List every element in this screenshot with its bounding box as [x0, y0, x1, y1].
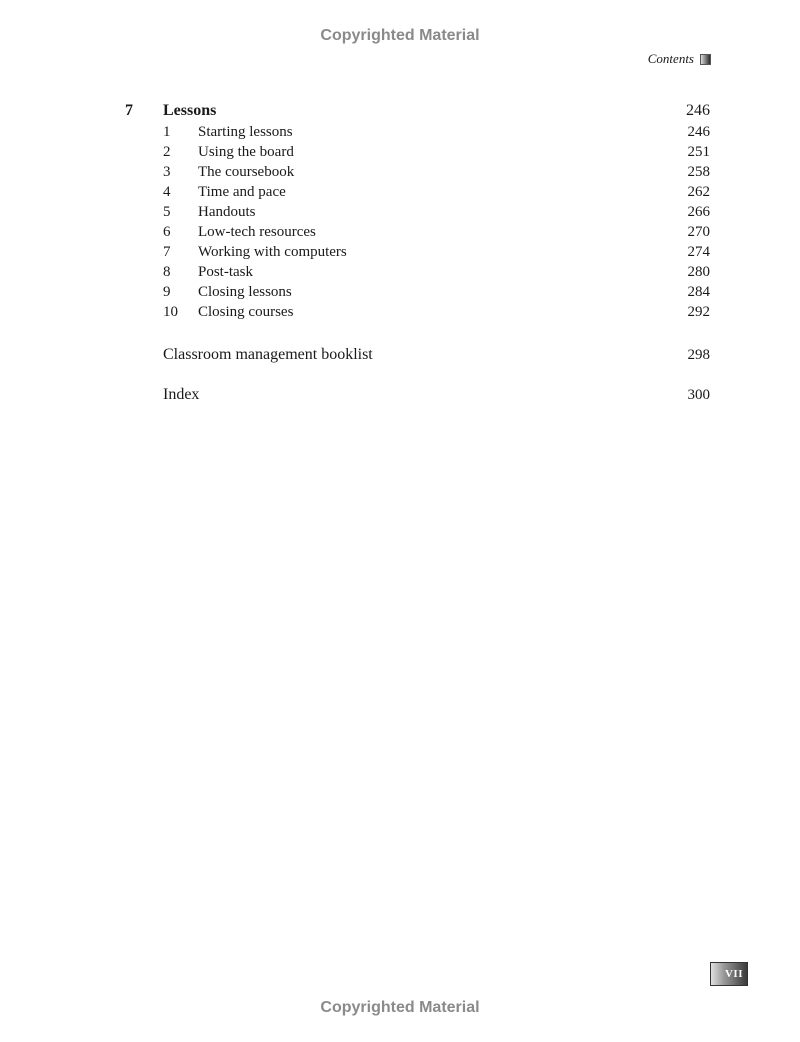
section-page-number: 251: [687, 144, 710, 160]
section-page-number: 266: [687, 204, 710, 220]
section-title: Closing courses: [198, 304, 294, 320]
toc-section-entry[interactable]: [0, 162, 800, 182]
section-number: 8: [163, 264, 171, 280]
folio-page-number: VII: [724, 968, 743, 980]
chapter-title: Lessons: [163, 102, 217, 119]
section-number: 3: [163, 164, 171, 180]
toc-section-entry[interactable]: [0, 122, 800, 142]
page-folio-badge: [710, 962, 748, 986]
section-number: 10: [163, 304, 178, 320]
section-number: 7: [163, 244, 171, 260]
section-title: Post-task: [198, 264, 254, 280]
section-title: Handouts: [198, 204, 256, 220]
section-title: Low-tech resources: [198, 224, 316, 240]
section-title: Using the board: [198, 144, 294, 160]
section-number: 5: [163, 204, 171, 220]
spacer: [0, 366, 800, 384]
section-page-number: 284: [687, 284, 710, 300]
toc-section-entry[interactable]: [0, 262, 800, 282]
toc-section-entry[interactable]: [0, 202, 800, 222]
toc-section-entry[interactable]: [0, 282, 800, 302]
section-page-number: 262: [687, 184, 710, 200]
toc-booklist-entry[interactable]: [0, 344, 800, 366]
toc-section-entry[interactable]: [0, 222, 800, 242]
section-number: 4: [163, 184, 171, 200]
section-number: 6: [163, 224, 171, 240]
section-title: Starting lessons: [198, 124, 293, 140]
section-title: The coursebook: [198, 164, 295, 180]
running-head-label: Contents: [647, 51, 694, 66]
square-ornament-icon: [700, 54, 711, 65]
section-page-number: 274: [687, 244, 710, 260]
chapter-page-number: 246: [686, 102, 710, 119]
section-page-number: 258: [687, 164, 710, 180]
section-title: Working with computers: [198, 244, 347, 260]
booklist-title: Classroom management booklist: [163, 346, 373, 363]
running-head: [648, 51, 711, 67]
section-title: Time and pace: [198, 184, 286, 200]
index-page-number: 300: [687, 387, 710, 403]
table-of-contents: [0, 100, 800, 406]
section-number: 1: [163, 124, 171, 140]
toc-section-entry[interactable]: [0, 242, 800, 262]
section-number: 2: [163, 144, 171, 160]
toc-chapter-entry[interactable]: [0, 100, 800, 122]
section-number: 9: [163, 284, 171, 300]
toc-section-entry[interactable]: [0, 182, 800, 202]
section-page-number: 292: [687, 304, 710, 320]
copyright-watermark-top: Copyrighted Material: [320, 27, 480, 44]
booklist-page-number: 298: [687, 347, 710, 363]
toc-section-entry[interactable]: [0, 142, 800, 162]
toc-index-entry[interactable]: [0, 384, 800, 406]
section-title: Closing lessons: [198, 284, 292, 300]
chapter-number: 7: [125, 102, 133, 119]
section-page-number: 280: [687, 264, 710, 280]
spacer: [0, 322, 800, 344]
section-page-number: 246: [687, 124, 710, 140]
section-page-number: 270: [687, 224, 710, 240]
index-title: Index: [163, 386, 200, 403]
copyright-watermark-bottom: Copyrighted Material: [320, 999, 480, 1016]
toc-section-entry[interactable]: [0, 302, 800, 322]
